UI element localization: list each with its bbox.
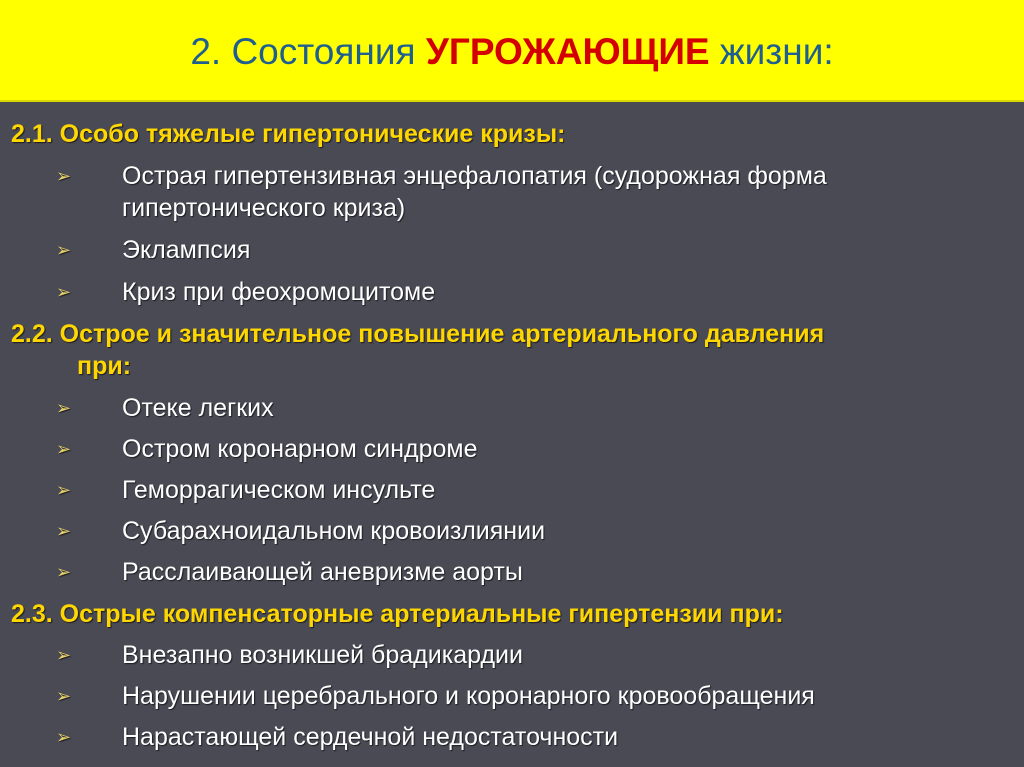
title-bar [0, 0, 1024, 102]
arrow-right-icon: ➢ [56, 166, 72, 186]
title-prefix: 2. Состояния [190, 31, 426, 72]
arrow-right-icon: ➢ [56, 439, 72, 459]
arrow-right-icon: ➢ [56, 645, 72, 665]
list-item [56, 474, 976, 506]
section-heading [11, 318, 824, 382]
list-item-text: Нарушении церебрального и коронарного кровообращения [122, 682, 815, 710]
section-heading: 2.3. Острые компенсаторные артериальные гипертензии при: [11, 600, 784, 628]
slide-title [0, 30, 1024, 74]
list-item [56, 515, 976, 547]
arrow-right-icon: ➢ [56, 480, 72, 500]
slide-body [0, 102, 1024, 767]
list-item [56, 392, 976, 424]
list-item [56, 276, 976, 308]
list-item-text: Криз при феохромоцитоме [122, 278, 436, 306]
list-item [56, 639, 976, 671]
arrow-right-icon: ➢ [56, 282, 72, 302]
list-item-text: Расслаивающей аневризме аорты [122, 558, 523, 586]
list-item-text: Эклампсия [122, 236, 251, 264]
arrow-right-icon: ➢ [56, 398, 72, 418]
title-highlight: УГРОЖАЮЩИЕ [425, 31, 710, 72]
list-item [56, 721, 976, 753]
arrow-right-icon: ➢ [56, 562, 72, 582]
list-item-text: Внезапно возникшей брадикардии [122, 641, 523, 669]
list-item-text: Субарахноидальном кровоизлиянии [122, 517, 546, 545]
list-item [56, 433, 976, 465]
section-heading-continuation: при: [77, 352, 132, 380]
arrow-right-icon: ➢ [56, 686, 72, 706]
list-item-text: Остром коронарном синдроме [122, 435, 478, 463]
section-heading: 2.1. Особо тяжелые гипертонические кризы: [11, 120, 566, 148]
list-item [56, 160, 976, 224]
list-item [56, 556, 976, 588]
section-heading-line: 2.2. Острое и значительное повышение артериального давления [11, 320, 825, 348]
list-item-text: Геморрагическом инсульте [122, 476, 436, 504]
arrow-right-icon: ➢ [56, 240, 72, 260]
title-suffix: жизни: [709, 31, 834, 72]
list-item [56, 680, 976, 712]
list-item [56, 234, 976, 266]
list-item-text: Отеке легких [122, 394, 274, 422]
list-item-text: Острая гипертензивная энцефалопатия (судорожная форма гипертонического криза) [122, 162, 827, 222]
arrow-right-icon: ➢ [56, 727, 72, 747]
list-item-text: Нарастающей сердечной недостаточности [122, 723, 619, 751]
arrow-right-icon: ➢ [56, 521, 72, 541]
